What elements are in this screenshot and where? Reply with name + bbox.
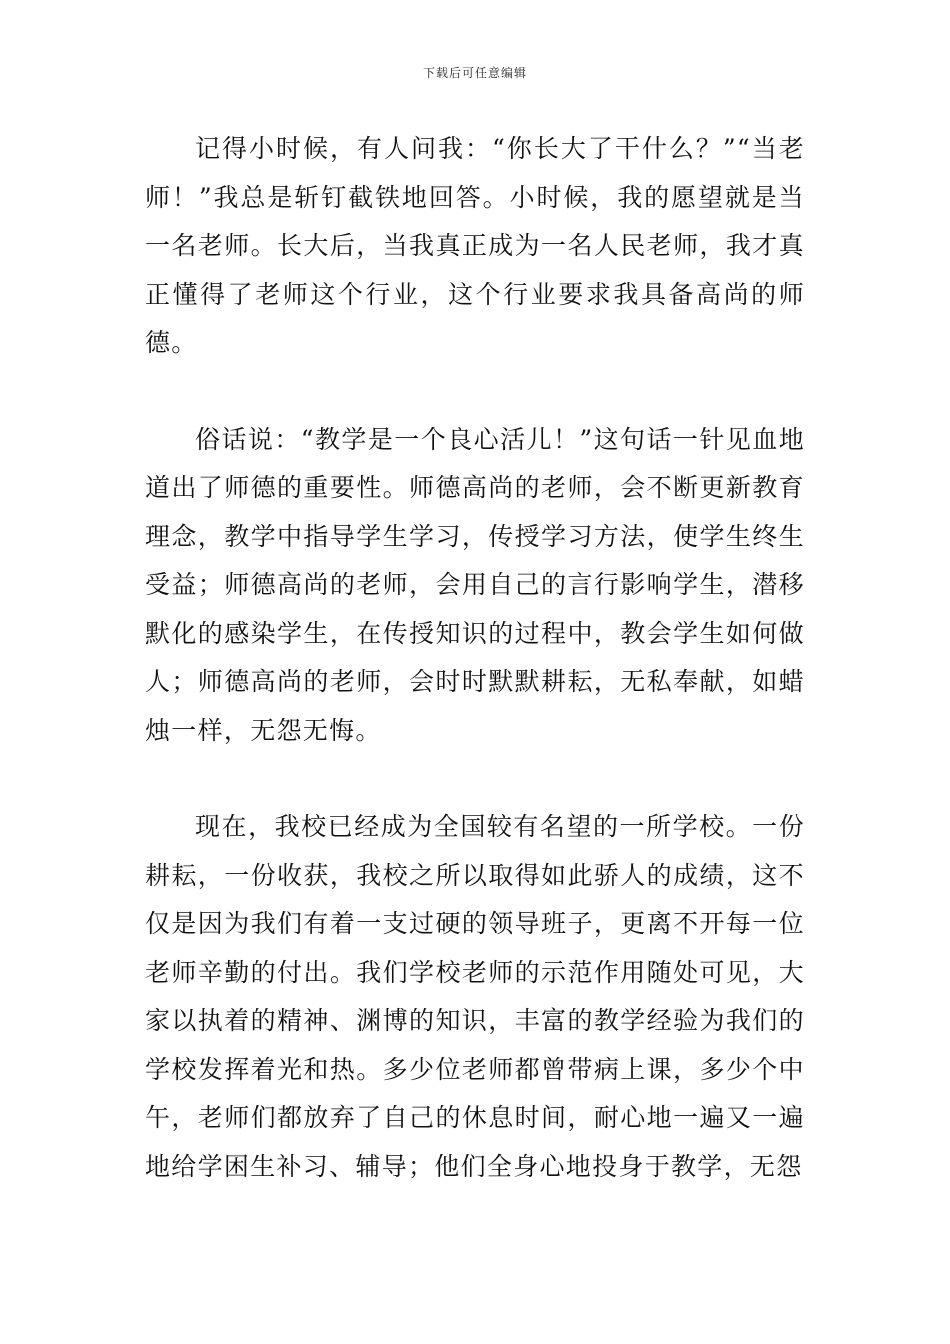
paragraph-3: 现在，我校已经成为全国较有名望的一所学校。一份耕耘，一份收获，我校之所以取得如此骄人的成绩，这不仅是因为我们有着一支过硬的领导班子，更离不开每一位老师辛勤的付出。我们学校老师的示范作用随处可见，大家以执着的精神、渊博的知识，丰富的教学经验为我们的学校发挥着光和热。多少位老师都曾带病上课，多少个中午，老师们都放弃了自己的休息时间，耐心地一遍又一遍地给学困生补习、辅导；他们全身心地投身于教学，无怨 xyxy=(145,812,805,1181)
document-body xyxy=(145,125,805,1191)
header-note: 下载后可任意编辑 xyxy=(422,66,527,80)
paragraph-1: 记得小时候，有人问我：“你长大了干什么？”“当老师！”我总是斩钉截铁地回答。小时候，我的愿望就是当一名老师。长大后，当我真正成为一名人民老师，我才真正懂得了老师这个行业，这个行业要求我具备高尚的师德。 xyxy=(145,134,805,357)
paragraph-2: 俗话说：“教学是一个良心活儿！”这句话一针见血地道出了师德的重要性。师德高尚的老师，会不断更新教育理念，教学中指导学生学习，传授学习方法，使学生终生受益；师德高尚的老师，会用自己的言行影响学生，潜移默化的感染学生，在传授知识的过程中，教会学生如何做人；师德高尚的老师，会时时默默耕耘，无私奉献，如蜡烛一样，无怨无悔。 xyxy=(145,424,805,745)
